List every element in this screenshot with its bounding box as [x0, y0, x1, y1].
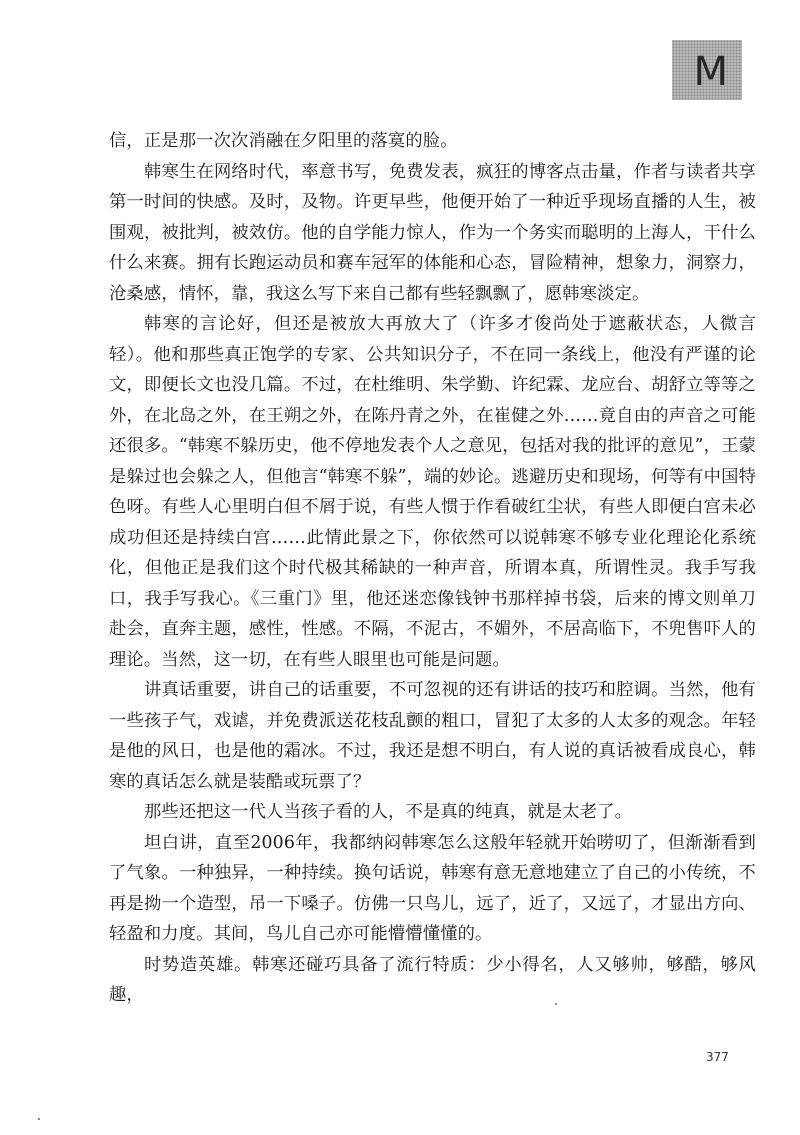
paragraph: 韩寒生在网络时代，率意书写，免费发表，疯狂的博客点击量，作者与读者共享第一时间的快感。及时，及物。许更早些，他便开始了一种近乎现场直播的人生，被围观，被批判，被效仿。他的自学能力惊人，作为一个务实而聪明的上海人，干什么什么来赛。拥有长跑运动员和赛车冠军的体能和心态，冒险精神，想象力，洞察力，沧桑感，情怀，靠，我这么写下来自己都有些轻飘飘了，愿韩寒淡定。 — [109, 161, 756, 304]
paragraph: 韩寒的言论好，但还是被放大再放大了（许多才俊尚处于遮蔽状态，人微言轻）。他和那些真正饱学的专家、公共知识分子，不在同一条线上，他没有严谨的论文，即便长文也没几篇。不过，在杜维明、朱学勤、许纪霖、龙应台、胡舒立等等之外，在北岛之外，在王朔之外，在陈丹青之外，在崔健之外……竟自由的声音之可能还很多。“韩寒不躲历史，他不停地发表个人之意见，包括对我的批评的意见”，王蒙是躲过也会躲之人，但他言“韩寒不躲”，端的妙论。逃避历史和现场，何等有中国特色呀。有些人心里明白但不屑于说，有些人惯于作看破红尘状，有些人即便白宫未必成功但还是持续白宫……此情此景之下，你依然可以说韩寒不够专业化理论化系统化，但他正是我们这个时代极其稀缺的一种声音，所谓本真，所谓性灵。我手写我口，我手写我心。《三重门》里，他还迷恋像钱钟书那样掉书袋，后来的博文则单刀赴会，直奔主题，感性，性感。不隔，不泥古，不媚外，不居高临下，不兜售吓人的理论。当然，这一切，在有些人眼里也可能是问题。 — [109, 314, 756, 670]
paragraph: 时势造英雄。韩寒还碰巧具备了流行特质：少小得名，人又够帅，够酷，够风趣， — [109, 954, 756, 1005]
paragraph: 那些还把这一代人当孩子看的人，不是真的纯真，就是太老了。 — [144, 802, 633, 822]
section-letter: M — [693, 49, 728, 95]
scan-speck — [38, 1118, 40, 1120]
body-text — [109, 126, 756, 1011]
scan-speck — [555, 1003, 557, 1005]
paragraph: 信，正是那一次次消融在夕阳里的落寞的脸。 — [109, 131, 458, 151]
paragraph: 讲真话重要，讲自己的话重要，不可忽视的还有讲话的技巧和腔调。当然，他有一些孩子气，戏谑，并免费派送花枝乱颤的粗口，冒犯了太多的人太多的观念。年轻是他的风日，也是他的霜冰。不过，我还是想不明白，有人说的真话被看成良心，韩寒的真话怎么就是装酷或玩票了？ — [109, 680, 756, 792]
section-tab — [672, 40, 742, 100]
page-number: 377 — [706, 1050, 729, 1064]
paragraph: 坦白讲，直至2006年，我都纳闷韩寒怎么这般年轻就开始唠叨了，但渐渐看到了气象。一种独异，一种持续。换句话说，韩寒有意无意地建立了自己的小传统，不再是拗一个造型，吊一下嗓子。仿佛一只鸟儿，远了，近了，又远了，才显出方向、轻盈和力度。其间，鸟儿自己亦可能懵懵懂懂的。 — [109, 832, 756, 944]
